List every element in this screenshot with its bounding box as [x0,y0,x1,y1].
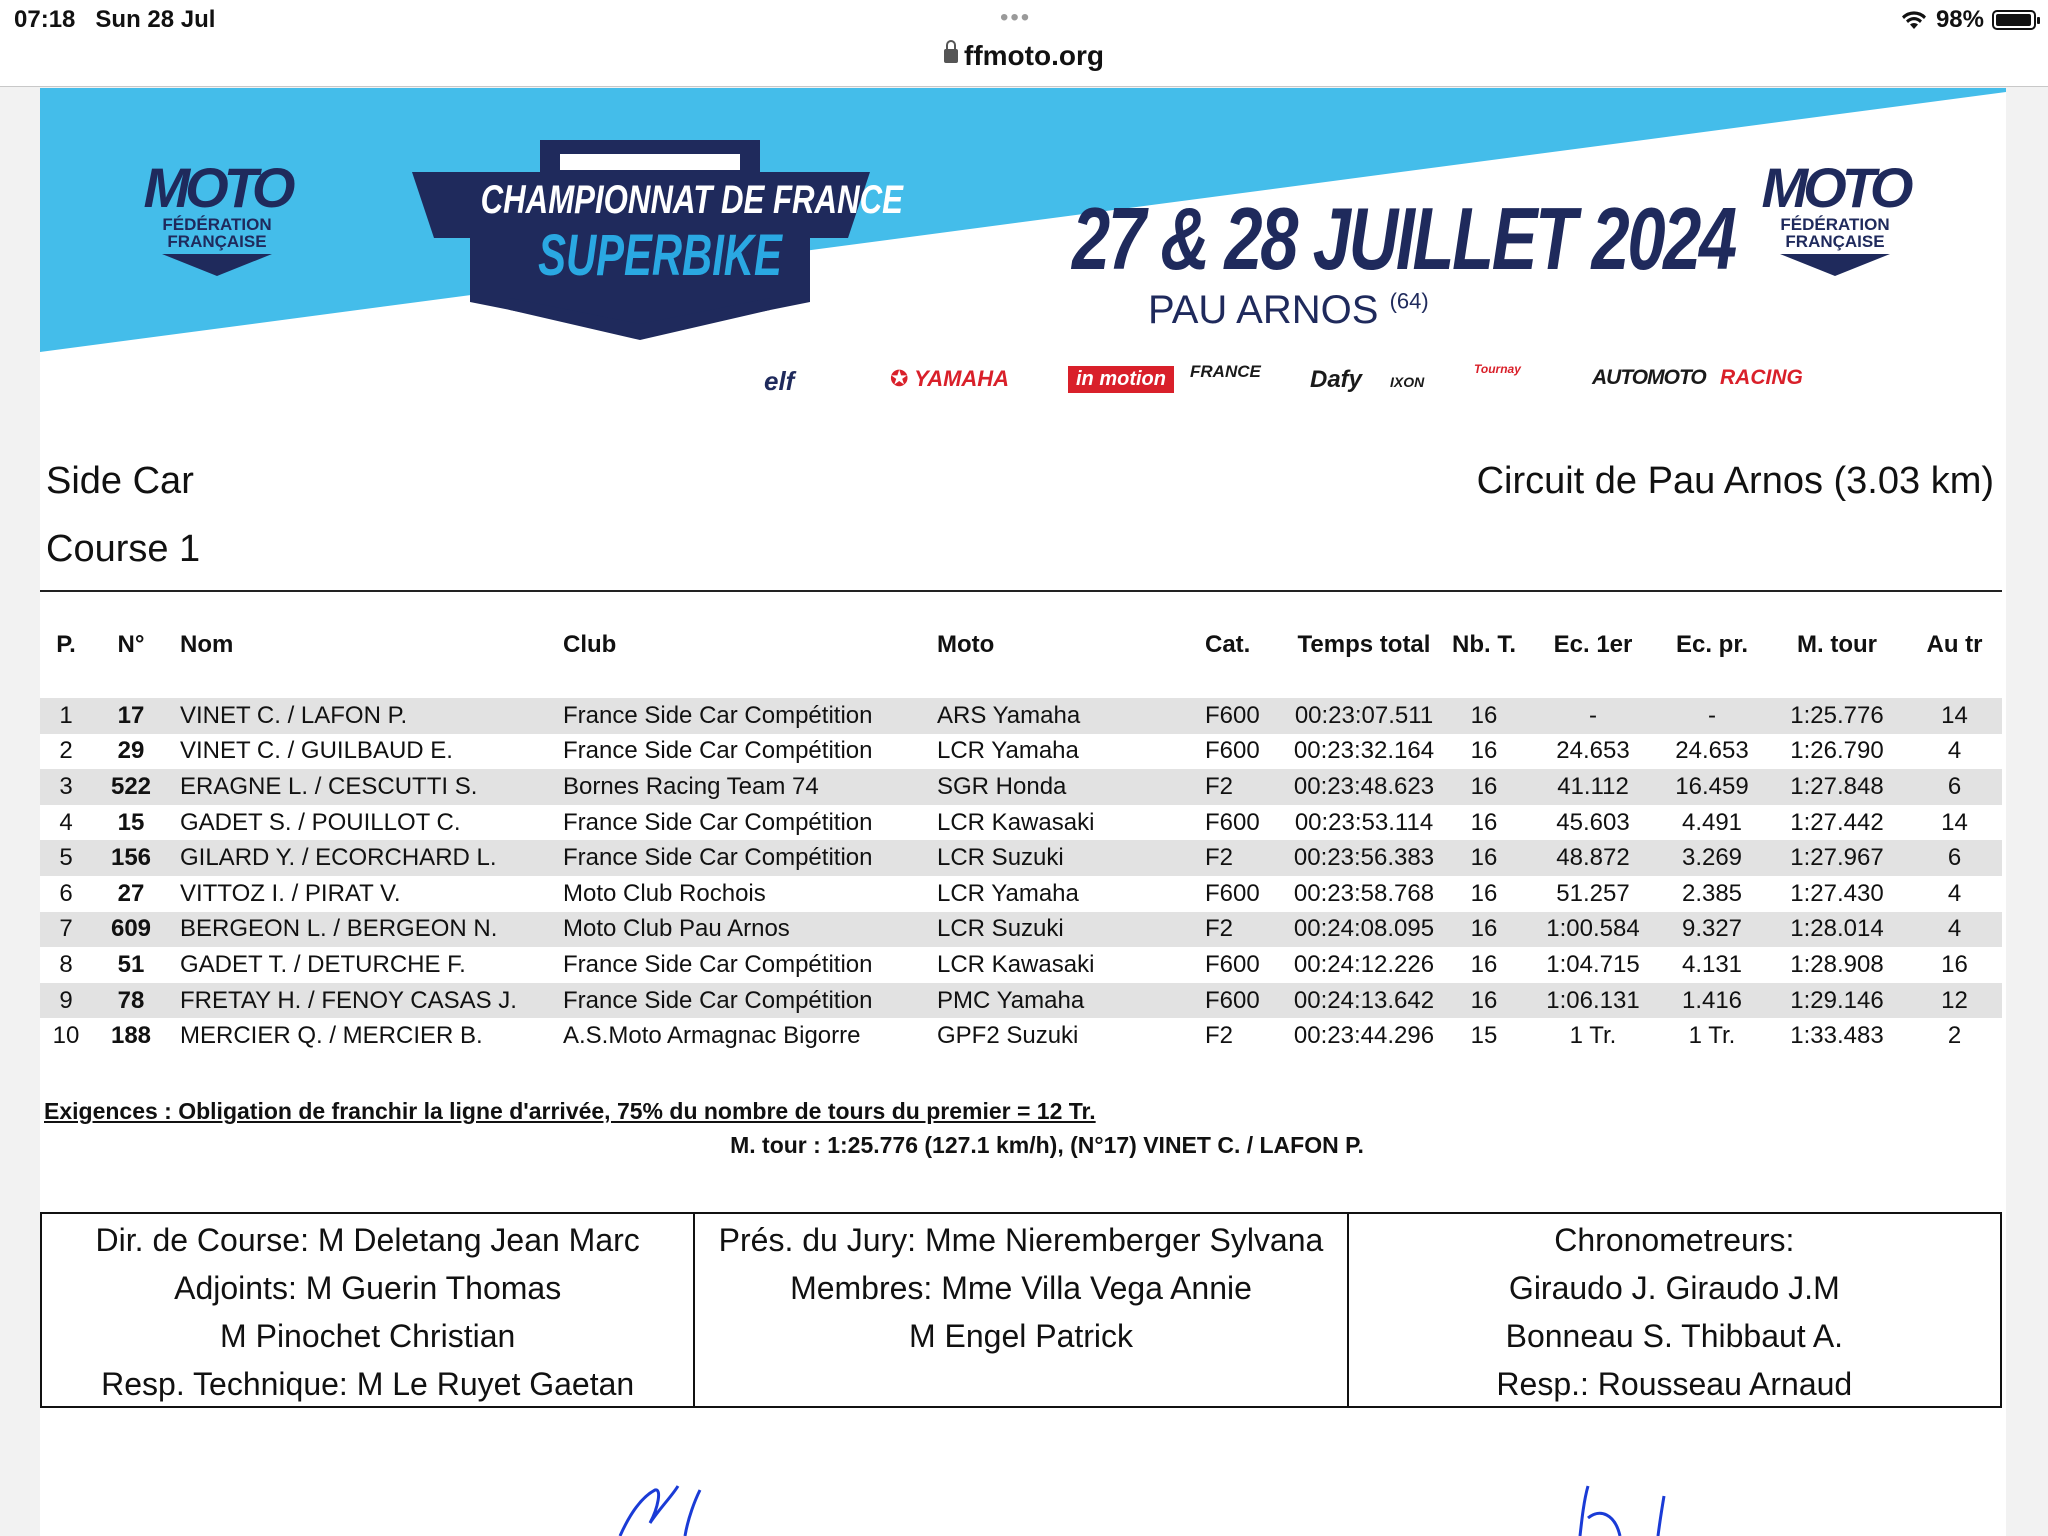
cell-position: 6 [59,879,73,907]
cell-number: 156 [92,840,170,876]
col-club: Club [563,631,617,658]
status-time-date [14,6,215,34]
cell-position: 4 [59,808,73,836]
result-row [40,1018,2002,1054]
cell-best-lap: 1:27.848 [1767,769,1907,805]
cell-laps: 16 [1470,737,1498,765]
cell-laps: 15 [1470,1022,1498,1050]
header-divider [40,590,2002,592]
col-total-time: Temps total [1297,631,1431,658]
cell-club: France Side Car Compétition [563,737,873,765]
cell-name: VINET C. / LAFON P. [170,698,563,734]
cell-best-lap: 1:33.483 [1790,1022,1884,1050]
cell-gap-previous: 24.653 [1675,737,1749,765]
cell-moto: LCR Kawasaki [937,808,1095,836]
circuit-title: Circuit de Pau Arnos (3.03 km) [1476,460,1994,502]
multitasking-dots-icon[interactable]: ••• [1000,4,1032,31]
signature-right [1540,1478,1740,1536]
cell-gap-first: 51.257 [1556,879,1630,907]
results-table [40,628,2002,1054]
official-line: Adjoints: M Guerin Thomas [174,1270,562,1306]
cell-moto: LCR Yamaha [937,879,1079,907]
cell-moto: PMC Yamaha [937,983,1189,1019]
cell-best-lap-number: 4 [1947,737,1962,765]
event-venue-name: PAU ARNOS [1148,288,1379,332]
lock-icon [944,49,958,63]
sponsor-yamaha: ✪ YAMAHA [890,366,1010,391]
result-row [40,947,2002,983]
cell-club: France Side Car Compétition [563,808,873,836]
result-row [40,876,2002,912]
cell-total-time: 00:23:56.383 [1289,840,1439,876]
cell-moto: LCR Yamaha [937,737,1079,765]
cell-position: 9 [40,983,92,1019]
cell-laps: 16 [1439,769,1529,805]
ffm-logo-word: MOTO [143,156,291,219]
cell-gap-first: 48.872 [1529,840,1657,876]
sponsor-racing: RACING [1720,366,1803,389]
event-dates: 27 & 28 JUILLET 2024 [1072,189,1735,288]
battery-fill [1996,14,2031,26]
cell-best-lap-number: 4 [1947,879,1962,907]
cell-moto: LCR Suzuki [937,840,1189,876]
cell-number: 188 [110,1022,152,1050]
cell-laps: 16 [1439,912,1529,948]
requirements-note: Exigences : Obligation de franchir la ligne d'arrivée, 75% du nombre de tours du premier = 12 Tr. [44,1098,1096,1124]
cell-laps: 16 [1470,879,1498,907]
cell-laps: 16 [1439,983,1529,1019]
battery-percent: 98% [1935,6,1984,33]
cell-number: 78 [92,983,170,1019]
cell-laps: 16 [1439,698,1529,734]
sponsor-dafy: Dafy [1310,366,1363,393]
cell-moto: GPF2 Suzuki [937,1022,1079,1050]
cell-total-time: 00:24:08.095 [1289,912,1439,948]
cell-total-time: 00:23:48.623 [1289,769,1439,805]
cell-gap-previous: 9.327 [1657,912,1767,948]
col-best-lap-number: Au tr [1926,631,1983,658]
cell-best-lap-number: 16 [1941,950,1968,978]
cell-gap-previous: 4.491 [1681,808,1743,836]
cell-gap-first: 1:00.584 [1529,912,1657,948]
battery-icon [1992,10,2036,30]
cell-gap-previous: 16.459 [1657,769,1767,805]
cell-club: France Side Car Compétition [563,950,873,978]
cell-name: VINET C. / GUILBAUD E. [180,737,453,765]
official-line: Giraudo J. Giraudo J.M [1508,1270,1840,1306]
race-direction-column [42,1214,693,1406]
col-number: N° [117,631,145,658]
cell-position: 5 [40,840,92,876]
sponsor-inmotion: in motion [1068,366,1174,393]
col-name: Nom [180,631,234,658]
cell-best-lap: 1:28.014 [1767,912,1907,948]
cell-name: ERAGNE L. / CESCUTTI S. [170,769,563,805]
official-line: Resp.: Rousseau Arnaud [1496,1366,1853,1402]
sponsor-france-equipement: FRANCE [1190,362,1261,381]
status-date: Sun 28 Jul [95,6,216,33]
result-row [40,805,2002,841]
cell-total-time: 00:23:53.114 [1294,808,1434,836]
sponsor-tournay: Tournay [1474,362,1521,376]
cell-best-lap-number: 14 [1907,698,2002,734]
cell-best-lap: 1:29.146 [1767,983,1907,1019]
cell-total-time: 00:23:07.511 [1289,698,1439,734]
cell-gap-previous: 1.416 [1657,983,1767,1019]
result-row [40,698,2002,734]
ffm-logo-left [132,156,302,276]
cell-club: Moto Club Pau Arnos [563,912,937,948]
official-line: M Pinochet Christian [220,1318,516,1354]
cell-gap-previous: 3.269 [1657,840,1767,876]
cell-best-lap-number: 12 [1907,983,2002,1019]
cell-category: F600 [1205,737,1260,765]
results-body [40,662,2002,1054]
cell-moto: SGR Honda [937,769,1189,805]
championship-line2: SUPERBIKE [538,223,782,288]
cell-laps: 16 [1470,950,1498,978]
sponsor-yamaha-name: YAMAHA [914,366,1010,391]
cell-number: 17 [92,698,170,734]
cell-gap-previous: 4.131 [1681,950,1743,978]
result-row [40,734,2002,770]
sponsor-strip [764,362,1844,402]
cell-best-lap: 1:27.442 [1790,808,1884,836]
col-laps: Nb. T. [1452,631,1516,658]
cell-best-lap: 1:27.967 [1767,840,1907,876]
ffm-logo-right [1750,156,1920,276]
cell-gap-first: 1:06.131 [1529,983,1657,1019]
cell-gap-first: 1 Tr. [1569,1022,1617,1050]
best-lap-note [40,1132,2002,1159]
cell-total-time: 00:23:58.768 [1293,879,1435,907]
cell-best-lap: 1:25.776 [1767,698,1907,734]
cell-name: BERGEON L. / BERGEON N. [170,912,563,948]
ffm-logo-word: MOTO [1761,156,1909,219]
cell-position: 3 [40,769,92,805]
cell-name: VITTOZ I. / PIRAT V. [180,879,401,907]
sponsor-automoto: AUTOMOTO [1592,366,1706,389]
sponsor-ixon: IXON [1390,374,1425,390]
cell-total-time: 00:24:12.226 [1293,950,1435,978]
officials-box [40,1212,2002,1408]
cell-moto: ARS Yamaha [937,698,1189,734]
cell-gap-previous: 1 Tr. [1688,1022,1736,1050]
col-best-lap: M. tour [1797,631,1877,658]
cell-club: France Side Car Compétition [563,983,937,1019]
col-gap-previous: Ec. pr. [1675,631,1749,658]
official-line: M Engel Patrick [908,1318,1134,1354]
cell-best-lap-number: 14 [1941,808,1968,836]
ffm-logo-line1: FÉDÉRATION [1780,215,1890,234]
result-row [40,769,2002,805]
col-moto: Moto [937,631,995,658]
cell-position: 7 [40,912,92,948]
event-venue [1148,288,1429,333]
ffm-logo-chevron [1780,254,1890,276]
cell-gap-first: 1:04.715 [1546,950,1640,978]
cell-club: France Side Car Compétition [563,840,937,876]
cell-laps: 16 [1470,808,1498,836]
cell-position: 2 [59,737,73,765]
results-document [40,88,2006,1536]
cell-gap-previous: 2.385 [1681,879,1743,907]
header-spacer [40,662,2002,698]
cell-number: 15 [117,808,145,836]
race-title: Course 1 [46,528,201,570]
cell-position: 8 [59,950,73,978]
cell-best-lap-number: 2 [1947,1022,1962,1050]
cell-position: 1 [40,698,92,734]
status-right [1900,6,2036,34]
result-row [40,912,2002,948]
cell-moto: LCR Kawasaki [937,950,1095,978]
cell-name: FRETAY H. / FENOY CASAS J. [170,983,563,1019]
cell-best-lap: 1:27.430 [1790,879,1884,907]
cell-total-time: 00:23:44.296 [1293,1022,1435,1050]
cell-moto: LCR Suzuki [937,912,1189,948]
cell-number: 609 [92,912,170,948]
cell-category: F2 [1205,1022,1234,1050]
cell-name: MERCIER Q. / MERCIER B. [180,1022,483,1050]
official-line: Bonneau S. Thibbaut A. [1505,1318,1844,1354]
cell-gap-first: 41.112 [1529,769,1657,805]
cell-best-lap-number: 6 [1907,840,2002,876]
cell-total-time: 00:24:13.642 [1289,983,1439,1019]
results-header-row [40,628,2002,662]
jury-column [693,1214,1346,1406]
sponsor-elf: elf [764,366,795,396]
best-lap-text: M. tour : 1:25.776 (127.1 km/h), (N°17) VINET C. / LAFON P. [730,1132,1364,1158]
cell-name: GADET T. / DETURCHE F. [180,950,466,978]
cell-club: France Side Car Compétition [563,698,937,734]
cell-category: F600 [1189,698,1289,734]
cell-best-lap-number: 4 [1907,912,2002,948]
cell-gap-first: 24.653 [1556,737,1630,765]
championship-line1: CHAMPIONNAT DE FRANCE [480,178,903,222]
url-text: ffmoto.org [964,40,1104,71]
signature-left [600,1478,770,1536]
ffm-logo-line1: FÉDÉRATION [162,215,272,234]
ffm-logo-line2: FRANÇAISE [1785,232,1885,251]
cell-gap-first: 45.603 [1556,808,1630,836]
cell-category: F2 [1189,840,1289,876]
event-venue-dept: (64) [1389,288,1429,314]
result-row [40,983,2002,1019]
status-bar [0,0,2048,87]
cell-club: Moto Club Rochois [563,879,766,907]
cell-gap-previous: - [1657,698,1767,734]
official-line: Prés. du Jury: Mme Nieremberger Sylvana [718,1222,1324,1258]
cell-number: 29 [117,737,145,765]
cell-club: Bornes Racing Team 74 [563,769,937,805]
status-time: 07:18 [14,6,76,33]
official-line: Dir. de Course: M Deletang Jean Marc [95,1222,640,1258]
cell-number: 51 [117,950,145,978]
col-gap-first: Ec. 1er [1553,631,1633,658]
cell-name: GILARD Y. / ECORCHARD L. [170,840,563,876]
cell-category: F600 [1205,879,1260,907]
col-category: Cat. [1205,631,1251,658]
cell-number: 522 [92,769,170,805]
cell-category: F2 [1189,769,1289,805]
official-line: Chronometreurs: [1554,1222,1795,1258]
address-bar[interactable] [0,40,2048,72]
wifi-icon [1900,9,1928,31]
cell-category: F600 [1205,808,1260,836]
cell-best-lap-number: 6 [1907,769,2002,805]
cell-category: F2 [1189,912,1289,948]
cell-name: GADET S. / POUILLOT C. [180,808,461,836]
cell-category: F600 [1205,950,1260,978]
cell-number: 27 [117,879,145,907]
cell-best-lap: 1:26.790 [1790,737,1884,765]
cell-club: A.S.Moto Armagnac Bigorre [563,1022,861,1050]
cell-category: F600 [1189,983,1289,1019]
ffm-logo-chevron [162,254,272,276]
cell-best-lap: 1:28.908 [1790,950,1884,978]
championship-logo [430,136,903,346]
cell-position: 10 [52,1022,80,1050]
official-line: Membres: Mme Villa Vega Annie [790,1270,1252,1306]
category-title: Side Car [46,460,194,502]
official-line: Resp. Technique: M Le Ruyet Gaetan [101,1366,635,1402]
result-row [40,840,2002,876]
ffm-logo-line2: FRANÇAISE [167,232,267,251]
cell-gap-first: - [1529,698,1657,734]
cell-laps: 16 [1439,840,1529,876]
cell-total-time: 00:23:32.164 [1293,737,1435,765]
col-position: P. [56,631,76,658]
timekeepers-column [1347,1214,2000,1406]
